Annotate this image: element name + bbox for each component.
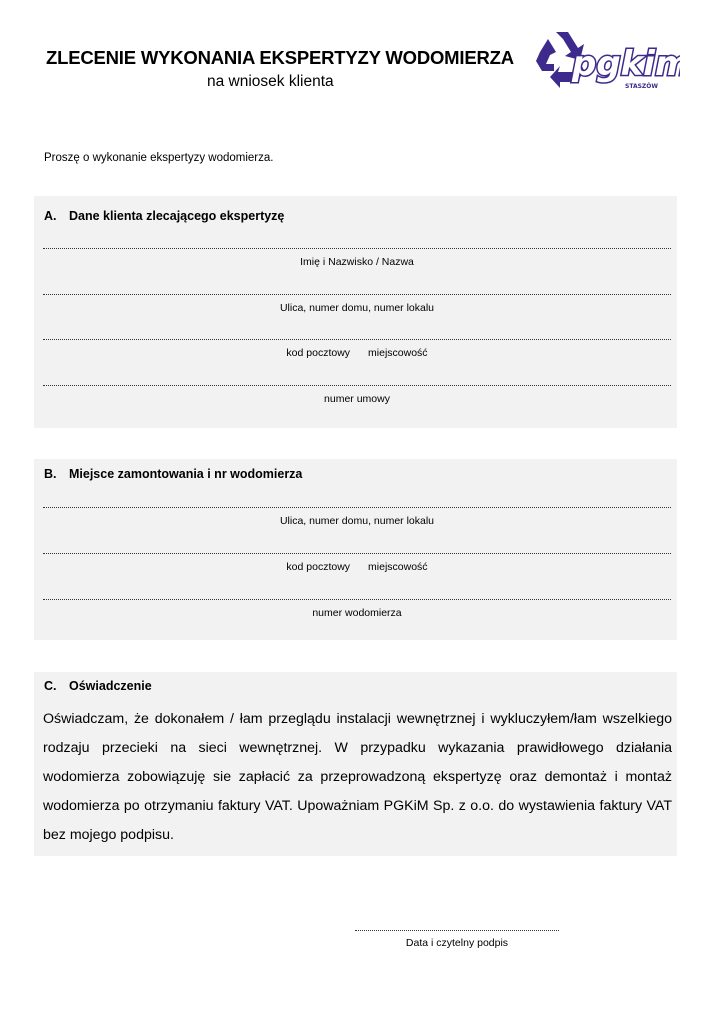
field-meter-number[interactable] bbox=[43, 594, 671, 619]
section-c-title: Oświadczenie bbox=[69, 679, 152, 693]
recycle-arrows-icon bbox=[534, 30, 680, 92]
document-subtitle: na wniosek klienta bbox=[207, 73, 334, 90]
field-caption bbox=[43, 347, 671, 359]
field-line bbox=[43, 502, 671, 508]
caption-city: miejscowość bbox=[368, 561, 428, 573]
field-caption: numer umowy bbox=[324, 393, 390, 405]
caption-postal-code: kod pocztowy bbox=[286, 347, 351, 359]
field-caption: Imię i Nazwisko / Nazwa bbox=[300, 256, 414, 268]
declaration-text: Oświadczam, że dokonałem / łam przeglądu instalacji wewnętrznej i wykluczyłem/łam wszelkiego rodzaju przecieki na sieci wewnętrznej. W przypadku wykazania prawidłowego działania wodomierza zobowiązuję sie zapłacić za przeprowadzoną ekspertyzę oraz demontaż i montaż wodomierza po otrzymaniu faktury VAT. Upoważniam PGKiM Sp. z o.o. do wystawienia faktury VAT bez mojego podpisu. bbox=[43, 711, 672, 843]
field-caption: Ulica, numer domu, numer lokalu bbox=[279, 302, 435, 314]
caption-city: miejscowość bbox=[368, 347, 428, 359]
signature-field[interactable] bbox=[355, 925, 559, 949]
signature-caption: Data i czytelny podpis bbox=[405, 937, 509, 949]
logo-text: pgkim bbox=[572, 44, 680, 84]
section-client-data bbox=[34, 196, 677, 428]
section-a-title: Dane klienta zlecającego ekspertyzę bbox=[69, 209, 285, 223]
field-line bbox=[43, 380, 671, 386]
field-caption bbox=[43, 561, 671, 573]
section-a-heading bbox=[44, 209, 284, 223]
logo-city: STASZÓW bbox=[625, 83, 658, 90]
field-caption: Ulica, numer domu, numer lokalu bbox=[279, 515, 435, 527]
field-street[interactable] bbox=[43, 289, 671, 314]
caption-postal-code: kod pocztowy bbox=[286, 561, 351, 573]
section-declaration bbox=[34, 672, 677, 856]
field-name[interactable] bbox=[43, 243, 671, 268]
section-b-title: Miejsce zamontowania i nr wodomierza bbox=[69, 467, 303, 481]
section-c-letter: C. bbox=[44, 679, 57, 693]
field-line bbox=[43, 243, 671, 249]
section-a-letter: A. bbox=[44, 209, 57, 223]
section-b-letter: B. bbox=[44, 467, 57, 481]
field-line bbox=[43, 594, 671, 600]
field-street[interactable] bbox=[43, 502, 671, 527]
signature-line bbox=[355, 925, 559, 931]
field-line bbox=[43, 548, 671, 554]
section-c-heading bbox=[44, 679, 152, 693]
field-line bbox=[43, 289, 671, 295]
section-b-heading bbox=[44, 467, 302, 481]
company-logo bbox=[534, 30, 680, 92]
section-meter-location bbox=[34, 459, 677, 640]
field-line bbox=[43, 334, 671, 340]
intro-text: Proszę o wykonanie ekspertyzy wodomierza. bbox=[44, 152, 274, 164]
field-postal-city[interactable] bbox=[43, 334, 671, 359]
field-caption: numer wodomierza bbox=[312, 607, 402, 619]
document-title: ZLECENIE WYKONANIA EKSPERTYZY WODOMIERZA bbox=[46, 47, 514, 68]
field-contract-number[interactable] bbox=[43, 380, 671, 405]
field-postal-city[interactable] bbox=[43, 548, 671, 573]
